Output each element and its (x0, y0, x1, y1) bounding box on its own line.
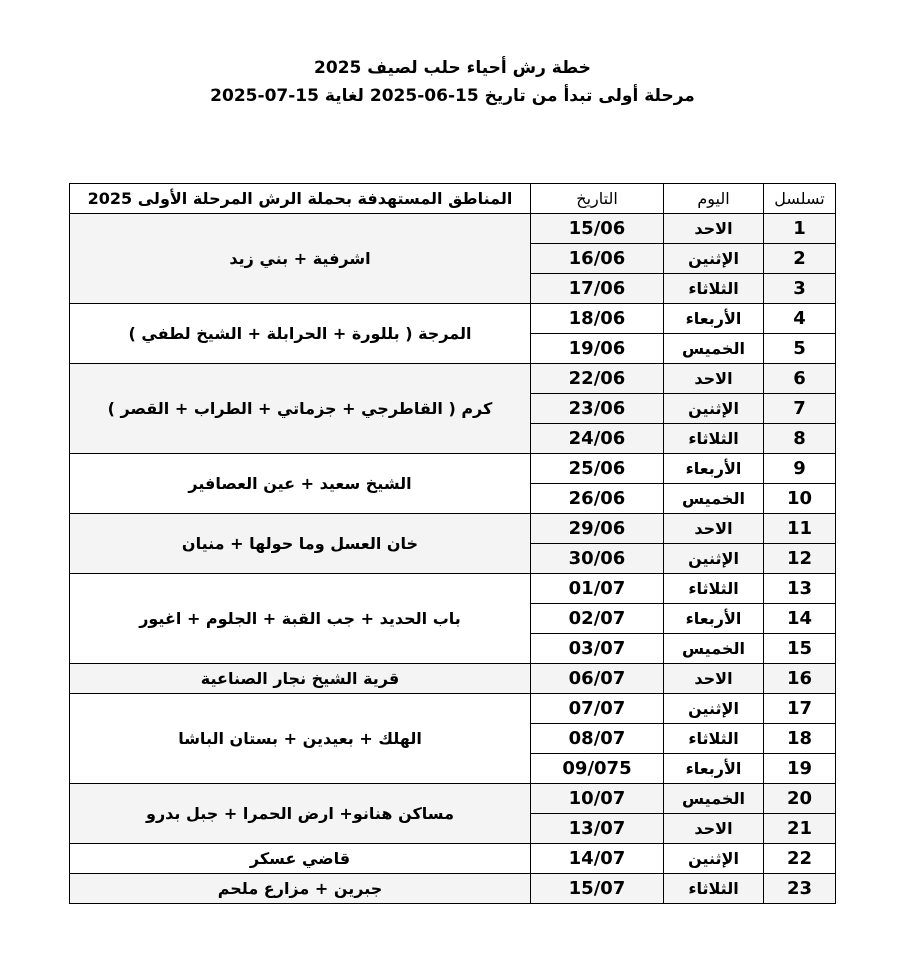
serial-cell: 4 (764, 304, 836, 334)
serial-cell: 18 (764, 724, 836, 754)
date-cell: 17/06 (531, 274, 664, 304)
day-cell: الثلاثاء (664, 874, 764, 904)
day-cell: الخميس (664, 784, 764, 814)
zone-cell: خان العسل وما حولها + منيان (70, 514, 531, 574)
table-row (70, 364, 836, 394)
day-cell: الأربعاء (664, 454, 764, 484)
zone-cell: كرم ( القاطرجي + جزماتي + الطراب + القصر ) (70, 364, 531, 454)
date-cell: 15/07 (531, 874, 664, 904)
serial-cell: 8 (764, 424, 836, 454)
serial-cell: 14 (764, 604, 836, 634)
serial-cell: 9 (764, 454, 836, 484)
serial-cell: 1 (764, 214, 836, 244)
table-row (70, 844, 836, 874)
serial-cell: 16 (764, 664, 836, 694)
zone-cell: باب الحديد + جب القبة + الجلوم + اغيور (70, 574, 531, 664)
serial-cell: 17 (764, 694, 836, 724)
serial-cell: 22 (764, 844, 836, 874)
date-cell: 13/07 (531, 814, 664, 844)
zone-cell: قاضي عسكر (70, 844, 531, 874)
day-cell: الإثنين (664, 394, 764, 424)
date-cell: 06/07 (531, 664, 664, 694)
zone-cell: الهلك + بعيدين + بستان الباشا (70, 694, 531, 784)
date-cell: 07/07 (531, 694, 664, 724)
day-cell: الإثنين (664, 694, 764, 724)
header-date: التاريخ (531, 184, 664, 214)
day-cell: الثلاثاء (664, 724, 764, 754)
day-cell: الأربعاء (664, 754, 764, 784)
table-row (70, 454, 836, 484)
header-serial: تسلسل (764, 184, 836, 214)
table-row (70, 874, 836, 904)
date-cell: 10/07 (531, 784, 664, 814)
date-cell: 09/075 (531, 754, 664, 784)
date-cell: 02/07 (531, 604, 664, 634)
day-cell: الثلاثاء (664, 424, 764, 454)
table-row (70, 784, 836, 814)
serial-cell: 13 (764, 574, 836, 604)
date-cell: 23/06 (531, 394, 664, 424)
day-cell: الإثنين (664, 544, 764, 574)
date-cell: 24/06 (531, 424, 664, 454)
schedule-table (69, 183, 836, 904)
zone-cell: قرية الشيخ نجار الصناعية (70, 664, 531, 694)
day-cell: الاحد (664, 514, 764, 544)
day-cell: الاحد (664, 814, 764, 844)
document-subtitle: مرحلة أولى تبدأ من تاريخ 15-06-2025 لغاية 15-07-2025 (210, 86, 695, 106)
date-cell: 25/06 (531, 454, 664, 484)
serial-cell: 12 (764, 544, 836, 574)
document-title: خطة رش أحياء حلب لصيف 2025 (314, 58, 591, 78)
day-cell: الخميس (664, 334, 764, 364)
day-cell: الاحد (664, 664, 764, 694)
day-cell: الاحد (664, 214, 764, 244)
day-cell: الأربعاء (664, 304, 764, 334)
zone-cell: مساكن هنانو+ ارض الحمرا + جبل بدرو (70, 784, 531, 844)
zone-cell: المرجة ( بللورة + الحرابلة + الشيخ لطفي ) (70, 304, 531, 364)
serial-cell: 11 (764, 514, 836, 544)
serial-cell: 19 (764, 754, 836, 784)
date-cell: 01/07 (531, 574, 664, 604)
serial-cell: 7 (764, 394, 836, 424)
day-cell: الأربعاء (664, 604, 764, 634)
serial-cell: 20 (764, 784, 836, 814)
serial-cell: 2 (764, 244, 836, 274)
day-cell: الخميس (664, 634, 764, 664)
date-cell: 26/06 (531, 484, 664, 514)
table-row (70, 694, 836, 724)
serial-cell: 5 (764, 334, 836, 364)
day-cell: الإثنين (664, 844, 764, 874)
table-row (70, 304, 836, 334)
table-body (70, 214, 836, 904)
date-cell: 18/06 (531, 304, 664, 334)
date-cell: 14/07 (531, 844, 664, 874)
day-cell: الإثنين (664, 244, 764, 274)
day-cell: الثلاثاء (664, 574, 764, 604)
date-cell: 29/06 (531, 514, 664, 544)
table-row (70, 514, 836, 544)
serial-cell: 3 (764, 274, 836, 304)
table-row (70, 574, 836, 604)
date-cell: 03/07 (531, 634, 664, 664)
day-cell: الثلاثاء (664, 274, 764, 304)
serial-cell: 21 (764, 814, 836, 844)
zone-cell: الشيخ سعيد + عين العصافير (70, 454, 531, 514)
header-day: اليوم (664, 184, 764, 214)
table-row (70, 214, 836, 244)
date-cell: 22/06 (531, 364, 664, 394)
zone-cell: اشرفية + بني زيد (70, 214, 531, 304)
serial-cell: 10 (764, 484, 836, 514)
table-row (70, 664, 836, 694)
date-cell: 30/06 (531, 544, 664, 574)
serial-cell: 6 (764, 364, 836, 394)
table-header-row (70, 184, 836, 214)
day-cell: الاحد (664, 364, 764, 394)
serial-cell: 15 (764, 634, 836, 664)
date-cell: 08/07 (531, 724, 664, 754)
day-cell: الخميس (664, 484, 764, 514)
date-cell: 19/06 (531, 334, 664, 364)
zone-cell: جبرين + مزارع ملحم (70, 874, 531, 904)
date-cell: 15/06 (531, 214, 664, 244)
header-zones: المناطق المستهدفة بحملة الرش المرحلة الأولى 2025 (70, 184, 531, 214)
serial-cell: 23 (764, 874, 836, 904)
date-cell: 16/06 (531, 244, 664, 274)
